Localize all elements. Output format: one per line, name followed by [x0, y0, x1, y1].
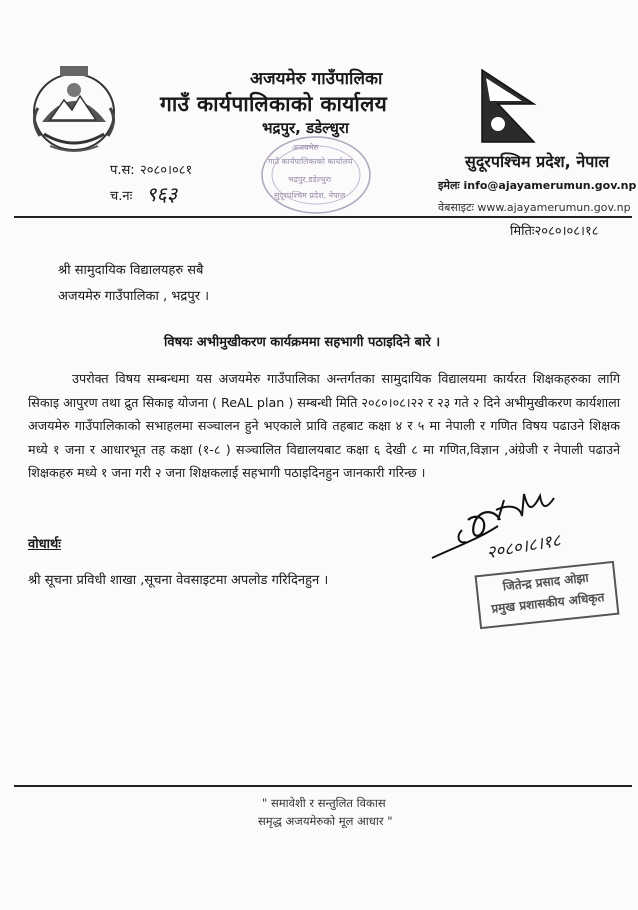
patra-sankhya-label: प.स: [110, 163, 135, 178]
bodhartha-line: श्री सूचना प्रविधी शाखा ,सूचना वेवसाइटमा अपलोड गरिदिनहुन । [28, 573, 329, 588]
footer-motto-line2: समृद्ध अजयमेरुको मूल आधार " [258, 814, 393, 828]
province-name: सुदूरपश्चिम प्रदेश, नेपाल [465, 152, 610, 171]
office-location: भद्रपुर, डडेल्धुरा [262, 119, 349, 137]
website-address: वेबसाइटः www.ajayamerumun.gov.np [438, 201, 631, 214]
seal-text-line3: भद्रपुर,डडेल्धुरा [288, 175, 332, 184]
signatory-title: प्रमुख प्रशासकीय अधिकृत [490, 590, 605, 616]
header-divider [14, 216, 632, 218]
office-name: गाउँ कार्यपालिकाको कार्यालय [160, 92, 388, 116]
footer-motto-line1: " समावेशी र सन्तुलित विकास [262, 796, 386, 810]
seal-text-line2: गाउँ कार्यपालिकाको कार्यालय [268, 157, 353, 166]
seal-text-line4: सुदूरपश्चिम प्रदेश, नेपाल [274, 191, 346, 200]
body-paragraph: उपरोक्त विषय सम्बन्धमा यस अजयमेरु गाउँपालिका अन्तर्गतका सामुदायिक विद्यालयमा कार्यरत शिक्षकहरुका लागि सिकाइ आपुरण तथा द्रुत सिकाइ योजना ( ReAL plan ) सम्बन्धी मिति २०८०।०८।२२ र २३ गते २ दिने अभीमुखीकरण कार्यशाला अजयमेरु गाउँपालिकाको सभाहलमा सञ्चालन हुने भएकाले प्रावि तहबाट कक्षा ४ र ५ मा नेपाली र गणित विषय पढाउने शिक्षक मध्ये १ जना र आधारभूत तह कक्षा (१-८ ) सञ्चालित विद्यालयबाट कक्षा ६ देखी ८ मा गणित,विज्ञान ,अंग्रेजी र नेपाली पढाउने शिक्षकहरु मध्ये १ जना गरी २ जना शिक्षकलाई सहभागी पठाइदिनहुन जानकारी गरिन्छ । [28, 371, 620, 481]
seal-text-line1: अजयमेरु [292, 143, 319, 152]
signatory-name: जितेन्द्र प्रसाद ओझा [502, 570, 590, 594]
office-seal [258, 134, 374, 216]
patra-sankhya-value: २०८०।०८१ [140, 163, 193, 178]
nepal-emblem-icon [20, 60, 128, 160]
recipient-line2: अजयमेरु गाउँपालिका , भद्रपुर । [58, 289, 210, 304]
footer-divider [14, 785, 632, 787]
nepal-flag-icon [478, 68, 538, 144]
recipient-line1: श्री सामुदायिक विद्यालयहरु सबै [58, 263, 204, 278]
email-address: इमेलः info@ajayamerumun.gov.np [438, 179, 637, 192]
bodhartha-label: वोधार्थः [28, 537, 61, 552]
org-name: अजयमेरु गाउँपालिका [250, 69, 383, 89]
letter-date: मितिः२०८०।०८।१८ [510, 224, 599, 239]
letter-subject: विषयः अभीमुखीकरण कार्यक्रममा सहभागी पठाइदिने बारे । [164, 335, 441, 350]
chalani-value: ९६३ [146, 182, 178, 206]
letter-body [28, 367, 620, 485]
chalani-label: च.नः [110, 189, 133, 204]
signature-date: २०८०।८।१८ [485, 530, 563, 564]
